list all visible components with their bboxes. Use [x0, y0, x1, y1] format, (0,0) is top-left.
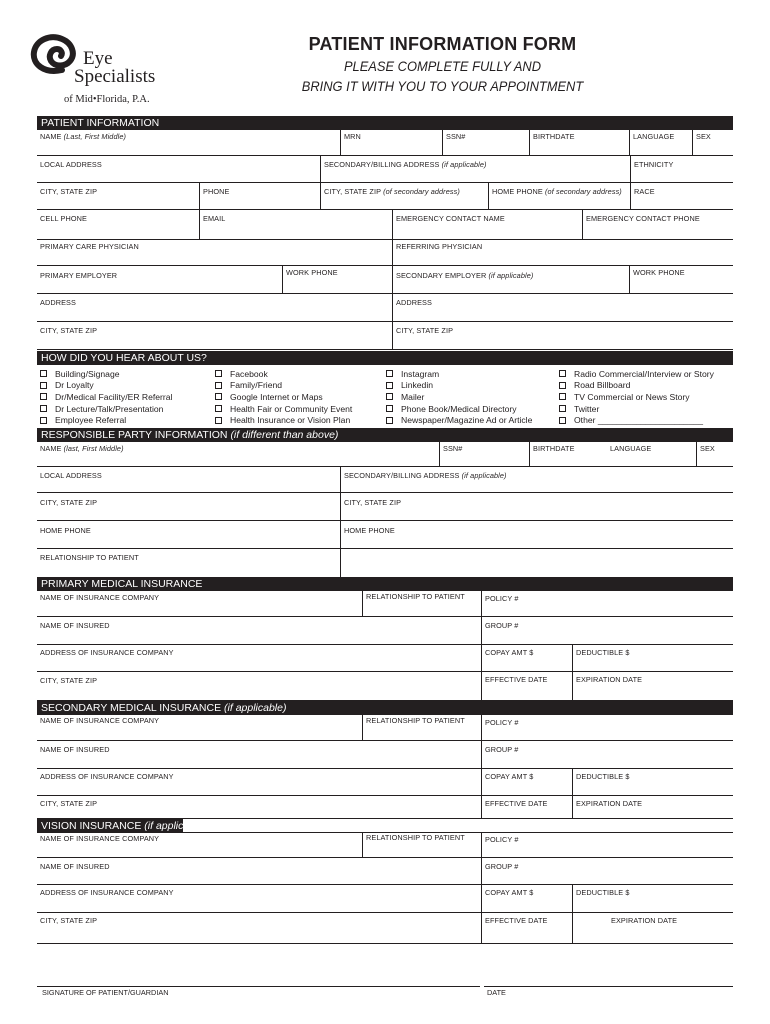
field-hint: (if applicable) [461, 471, 507, 480]
field-label: MRN [344, 132, 361, 141]
field-label: NAME OF INSURANCE COMPANY [40, 716, 160, 725]
secondary-ins-row-company [37, 715, 733, 741]
field-label: EXPIRATION DATE [576, 799, 643, 808]
field-label: WORK PHONE [286, 268, 338, 277]
field-label: HOME PHONE [344, 526, 395, 535]
patient-language-field[interactable] [629, 130, 692, 155]
secondary-ins-address-field[interactable] [37, 769, 481, 795]
responsible-name-field[interactable] [37, 442, 439, 466]
primary-ins-row-insured [37, 617, 733, 645]
field-label: SEX [696, 132, 711, 141]
field-label: SEX [700, 444, 715, 453]
patient-ethnicity-field[interactable] [630, 156, 733, 182]
responsible-secondary-billing-address-field[interactable] [340, 467, 733, 492]
checkbox[interactable] [215, 382, 222, 389]
patient-ssn-field[interactable] [442, 130, 529, 155]
option-label: Radio Commercial/Interview or Story [574, 368, 714, 379]
responsible-relationship-field[interactable] [37, 549, 340, 577]
field-label: DEDUCTIBLE $ [576, 648, 630, 657]
section-title: RESPONSIBLE PARTY INFORMATION [41, 429, 228, 441]
primary-employer-address-field[interactable] [37, 294, 392, 321]
field-label: CITY, STATE ZIP [40, 326, 98, 335]
responsible-row-relationship [37, 549, 733, 577]
section-hint: (if different than above) [230, 429, 339, 441]
primary-employer-work-phone-field[interactable] [282, 266, 392, 293]
field-label: CITY, STATE ZIP [324, 187, 381, 196]
field-label: LANGUAGE [633, 132, 675, 141]
patient-row-name [37, 130, 733, 156]
vision-ins-expiration-date-field[interactable] [572, 913, 733, 943]
field-label: RELATIONSHIP TO PATIENT [366, 592, 465, 601]
secondary-ins-row-city [37, 796, 733, 819]
primary-ins-group-field[interactable] [481, 617, 733, 644]
checkbox[interactable] [215, 417, 222, 424]
checkbox[interactable] [40, 405, 47, 412]
field-label: RELATIONSHIP TO PATIENT [366, 833, 465, 842]
field-hint: (of secondary address) [383, 187, 460, 196]
primary-ins-relationship-field[interactable] [362, 591, 481, 616]
checkbox[interactable] [40, 382, 47, 389]
vision-ins-relationship-field[interactable] [362, 832, 481, 857]
secondary-employer-city-field[interactable] [392, 322, 733, 349]
option-mailer[interactable] [386, 391, 532, 403]
primary-ins-expiration-date-field[interactable] [572, 672, 733, 700]
secondary-ins-deductible-field[interactable] [572, 769, 733, 795]
primary-ins-policy-field[interactable] [481, 591, 733, 616]
option-radio[interactable] [559, 368, 714, 380]
patient-cell-phone-field[interactable] [37, 210, 199, 239]
patient-local-address-field[interactable] [37, 156, 320, 182]
option-label: Building/Signage [55, 368, 120, 379]
primary-ins-copay-field[interactable] [481, 645, 572, 671]
field-label: SECONDARY/BILLING ADDRESS [344, 471, 460, 480]
field-label: EMERGENCY CONTACT PHONE [586, 214, 700, 223]
patient-city-state-zip-field[interactable] [37, 183, 199, 209]
section-header-how-did-you-hear [37, 351, 733, 365]
field-label: CELL PHONE [40, 214, 87, 223]
field-label: SSN# [443, 444, 463, 453]
responsible-birthdate-field[interactable] [529, 442, 607, 466]
field-label: ADDRESS OF INSURANCE COMPANY [40, 772, 174, 781]
field-label: ADDRESS OF INSURANCE COMPANY [40, 648, 174, 657]
field-label: EXPIRATION DATE [611, 916, 678, 925]
field-label: EFFECTIVE DATE [485, 799, 548, 808]
option-label: Employee Referral [55, 415, 127, 426]
vision-ins-insured-field[interactable] [37, 858, 481, 884]
field-label: NAME OF INSURANCE COMPANY [40, 834, 160, 843]
patient-secondary-city-state-zip-field[interactable] [320, 183, 488, 209]
secondary-employer-work-phone-field[interactable] [629, 266, 733, 293]
option-other[interactable] [559, 414, 714, 426]
field-label: SECONDARY/BILLING ADDRESS [324, 160, 440, 169]
field-label: RELATIONSHIP TO PATIENT [40, 553, 139, 562]
primary-ins-insured-field[interactable] [37, 617, 481, 644]
option-label: Google Internet or Maps [230, 391, 323, 402]
patient-home-phone-secondary-field[interactable] [488, 183, 630, 209]
field-hint: (if applicable) [488, 271, 534, 280]
option-linkedin[interactable] [386, 380, 532, 392]
field-label: POLICY # [485, 718, 519, 727]
responsible-ssn-field[interactable] [439, 442, 529, 466]
checkbox[interactable] [559, 382, 566, 389]
responsible-row-name [37, 442, 733, 467]
field-label: NAME OF INSURANCE COMPANY [40, 593, 160, 602]
section-hint: (if applicable) [144, 820, 207, 832]
patient-row-address [37, 156, 733, 183]
field-hint: (Last, First Middle) [63, 132, 127, 141]
section-header-secondary-insurance [37, 701, 733, 715]
field-label: CITY, STATE ZIP [40, 187, 98, 196]
vision-ins-row-city [37, 913, 733, 944]
patient-emergency-contact-name-field[interactable] [392, 210, 582, 239]
patient-sex-field[interactable] [692, 130, 733, 155]
option-label: TV Commercial or News Story [574, 391, 690, 402]
vision-ins-row-company [37, 832, 733, 858]
section-title: VISION INSURANCE [41, 820, 142, 832]
field-label: DEDUCTIBLE $ [576, 772, 630, 781]
primary-ins-row-city [37, 672, 733, 701]
field-label: NAME [40, 444, 62, 453]
responsible-secondary-city-state-zip-field[interactable] [340, 493, 733, 520]
option-label: Dr Lecture/Talk/Presentation [55, 403, 164, 414]
secondary-ins-city-field[interactable] [37, 796, 481, 818]
patient-row-employer-address [37, 294, 733, 322]
option-health-fair[interactable] [215, 403, 352, 415]
field-label: NAME OF INSURED [40, 862, 110, 871]
field-label: EXPIRATION DATE [576, 675, 643, 684]
patient-email-field[interactable] [199, 210, 392, 239]
checkbox[interactable] [559, 393, 566, 400]
logo-text-location: of Mid•Florida, P.A. [64, 94, 150, 105]
primary-ins-company-field[interactable] [37, 591, 362, 616]
vision-ins-city-field[interactable] [37, 913, 481, 943]
referral-options-column-3 [386, 368, 532, 426]
checkbox[interactable] [386, 382, 393, 389]
field-label: RACE [634, 187, 655, 196]
option-label: Facebook [230, 368, 268, 379]
checkbox[interactable] [215, 405, 222, 412]
patient-race-field[interactable] [630, 183, 733, 209]
form-subtitle-line1: PLEASE COMPLETE FULLY AND [343, 58, 542, 74]
primary-ins-row-company [37, 591, 733, 617]
field-label: SSN# [446, 132, 466, 141]
patient-row-employers [37, 266, 733, 294]
field-label: BIRTHDATE [533, 444, 575, 453]
checkbox[interactable] [215, 370, 222, 377]
responsible-secondary-home-phone-field[interactable] [340, 521, 733, 548]
field-label: ADDRESS OF INSURANCE COMPANY [40, 888, 174, 897]
checkbox[interactable] [215, 393, 222, 400]
section-header-primary-insurance [37, 577, 733, 591]
field-label: HOME PHONE [40, 526, 91, 535]
date-line[interactable] [484, 986, 733, 987]
option-dr-loyalty[interactable] [40, 380, 172, 392]
secondary-ins-row-insured [37, 741, 733, 769]
secondary-ins-relationship-field[interactable] [362, 715, 481, 740]
patient-name-field[interactable] [37, 130, 340, 155]
field-label: PRIMARY EMPLOYER [40, 271, 118, 280]
primary-ins-address-field[interactable] [37, 645, 481, 671]
section-header-responsible-party [37, 428, 733, 442]
form-title: PATIENT INFORMATION FORM [308, 34, 577, 54]
vision-ins-deductible-field[interactable] [572, 885, 733, 912]
section-title: PRIMARY MEDICAL INSURANCE [41, 578, 203, 590]
patient-mrn-field[interactable] [340, 130, 442, 155]
option-label: Dr/Medical Facility/ER Referral [55, 391, 173, 402]
secondary-employer-field[interactable] [392, 266, 629, 293]
primary-employer-city-field[interactable] [37, 322, 392, 349]
field-label: LOCAL ADDRESS [40, 160, 102, 169]
field-label: SECONDARY EMPLOYER [396, 271, 487, 280]
option-newspaper[interactable] [386, 414, 532, 426]
secondary-employer-address-field[interactable] [392, 294, 733, 321]
practice-logo [30, 30, 160, 112]
option-facebook[interactable] [215, 368, 352, 380]
field-label: GROUP # [485, 621, 519, 630]
vision-ins-row-address [37, 885, 733, 913]
option-family-friend[interactable] [215, 380, 352, 392]
option-medical-facility-referral[interactable] [40, 391, 172, 403]
responsible-row-address [37, 467, 733, 493]
secondary-ins-company-field[interactable] [37, 715, 362, 740]
field-label: EFFECTIVE DATE [485, 916, 548, 925]
field-label: ETHNICITY [634, 160, 674, 169]
responsible-empty-cell [340, 549, 733, 577]
field-label: GROUP # [485, 862, 519, 871]
patient-emergency-contact-phone-field[interactable] [582, 210, 733, 239]
secondary-ins-row-address [37, 769, 733, 796]
checkbox[interactable] [386, 393, 393, 400]
referring-physician-field[interactable] [392, 240, 733, 265]
field-label: WORK PHONE [633, 268, 685, 277]
field-label: EMAIL [203, 214, 226, 223]
referral-source-options [40, 368, 740, 428]
secondary-ins-copay-field[interactable] [481, 769, 572, 795]
field-label: BIRTHDATE [533, 132, 575, 141]
signature-label: SIGNATURE OF PATIENT/GUARDIAN [42, 988, 169, 997]
responsible-home-phone-field[interactable] [37, 521, 340, 548]
patient-row-physicians [37, 240, 733, 266]
field-label: CITY, STATE ZIP [40, 498, 98, 507]
field-label: COPAY AMT $ [485, 648, 534, 657]
field-label: GROUP # [485, 745, 519, 754]
field-label: NAME OF INSURED [40, 745, 110, 754]
field-label: COPAY AMT $ [485, 772, 534, 781]
option-label: Instagram [401, 368, 440, 379]
option-label: Mailer [401, 391, 425, 402]
option-label: Road Billboard [574, 380, 631, 391]
secondary-ins-expiration-date-field[interactable] [572, 796, 733, 818]
primary-ins-city-field[interactable] [37, 672, 481, 700]
field-label: NAME OF INSURED [40, 621, 110, 630]
option-label: Health Insurance or Vision Plan [230, 415, 351, 426]
section-header-patient-information [37, 116, 733, 130]
field-label: CITY, STATE ZIP [396, 326, 454, 335]
field-label: RELATIONSHIP TO PATIENT [366, 716, 465, 725]
field-label: NAME [40, 132, 62, 141]
field-hint: (of secondary address) [545, 187, 622, 196]
primary-ins-deductible-field[interactable] [572, 645, 733, 671]
field-hint: (last, First Middle) [63, 444, 124, 453]
field-label: CITY, STATE ZIP [344, 498, 402, 507]
checkbox[interactable] [40, 393, 47, 400]
eye-swirl-icon [30, 34, 80, 76]
field-label: COPAY AMT $ [485, 888, 534, 897]
form-subtitle-line2: BRING IT WITH YOU TO YOUR APPOINTMENT [301, 78, 584, 94]
primary-employer-field[interactable] [37, 266, 282, 293]
option-building-signage[interactable] [40, 368, 172, 380]
option-label: Twitter [574, 403, 600, 414]
field-label: ADDRESS [396, 298, 432, 307]
checkbox[interactable] [386, 417, 393, 424]
patient-secondary-billing-address-field[interactable] [320, 156, 630, 182]
field-label: HOME PHONE [492, 187, 543, 196]
checkbox[interactable] [559, 370, 566, 377]
responsible-local-address-field[interactable] [37, 467, 340, 492]
responsible-sex-field[interactable] [696, 442, 733, 466]
option-road-billboard[interactable] [559, 380, 714, 392]
option-label: Health Fair or Community Event [230, 403, 353, 414]
field-label: PHONE [203, 187, 230, 196]
secondary-ins-group-field[interactable] [481, 741, 733, 768]
option-employee-referral[interactable] [40, 414, 172, 426]
primary-ins-row-address [37, 645, 733, 672]
primary-care-physician-field[interactable] [37, 240, 392, 265]
primary-ins-effective-date-field[interactable] [481, 672, 572, 700]
vision-ins-row-insured [37, 858, 733, 885]
option-phone-book[interactable] [386, 403, 532, 415]
section-hint: (if applicable) [224, 702, 287, 714]
checkbox[interactable] [386, 405, 393, 412]
vision-ins-policy-field[interactable] [481, 832, 733, 857]
referral-options-column-2 [215, 368, 352, 426]
option-label: Phone Book/Medical Directory [401, 403, 517, 414]
field-label: LOCAL ADDRESS [40, 471, 102, 480]
checkbox[interactable] [40, 370, 47, 377]
option-tv-commercial[interactable] [559, 391, 714, 403]
vision-ins-copay-field[interactable] [481, 885, 572, 912]
option-google[interactable] [215, 391, 352, 403]
checkbox[interactable] [559, 405, 566, 412]
option-twitter[interactable] [559, 403, 714, 415]
checkbox[interactable] [559, 417, 566, 424]
field-label: CITY, STATE ZIP [40, 799, 98, 808]
checkbox[interactable] [386, 370, 393, 377]
field-label: POLICY # [485, 835, 519, 844]
patient-phone-field[interactable] [199, 183, 320, 209]
section-header-vision-insurance [37, 819, 207, 833]
vision-ins-company-field[interactable] [37, 832, 362, 857]
section-title: SECONDARY MEDICAL INSURANCE [41, 702, 222, 714]
responsible-row-city [37, 493, 733, 521]
secondary-ins-policy-field[interactable] [481, 715, 733, 740]
option-health-insurance[interactable] [215, 414, 352, 426]
responsible-city-state-zip-field[interactable] [37, 493, 340, 520]
field-label: REFERRING PHYSICIAN [396, 242, 483, 251]
secondary-ins-insured-field[interactable] [37, 741, 481, 768]
patient-row-city [37, 183, 733, 210]
logo-text-specialists: Specialists [74, 66, 156, 87]
option-label: Newspaper/Magazine Ad or Article [401, 415, 533, 426]
referral-options-column-4 [559, 368, 714, 426]
field-label: POLICY # [485, 594, 519, 603]
responsible-language-field[interactable] [607, 442, 696, 466]
field-label: CITY, STATE ZIP [40, 916, 98, 925]
section-title: PATIENT INFORMATION [41, 117, 160, 129]
vision-ins-group-field[interactable] [481, 858, 733, 884]
field-label: PRIMARY CARE PHYSICIAN [40, 242, 139, 251]
field-hint: (if applicable) [441, 160, 487, 169]
option-dr-lecture[interactable] [40, 403, 172, 415]
field-label: EFFECTIVE DATE [485, 675, 548, 684]
patient-row-employer-city [37, 322, 733, 350]
section-title: HOW DID YOU HEAR ABOUT US? [41, 352, 207, 364]
field-label: LANGUAGE [610, 444, 652, 453]
field-label: DEDUCTIBLE $ [576, 888, 630, 897]
option-label: Dr Loyalty [55, 380, 94, 391]
option-label: Linkedin [401, 380, 434, 391]
checkbox[interactable] [40, 417, 47, 424]
patient-row-contact [37, 210, 733, 240]
option-label: Other ______________________ [574, 415, 704, 426]
field-label: EMERGENCY CONTACT NAME [396, 214, 505, 223]
field-label: ADDRESS [40, 298, 76, 307]
logo-text-eye: Eye [83, 48, 113, 69]
responsible-row-phone [37, 521, 733, 549]
option-instagram[interactable] [386, 368, 532, 380]
patient-birthdate-field[interactable] [529, 130, 629, 155]
date-label: DATE [487, 988, 506, 997]
vision-ins-effective-date-field[interactable] [481, 913, 572, 943]
vision-ins-address-field[interactable] [37, 885, 481, 912]
referral-options-column-1 [40, 368, 172, 426]
signature-line[interactable] [37, 986, 480, 987]
field-label: CITY, STATE ZIP [40, 676, 98, 685]
secondary-ins-effective-date-field[interactable] [481, 796, 572, 818]
option-label: Family/Friend [230, 380, 283, 391]
